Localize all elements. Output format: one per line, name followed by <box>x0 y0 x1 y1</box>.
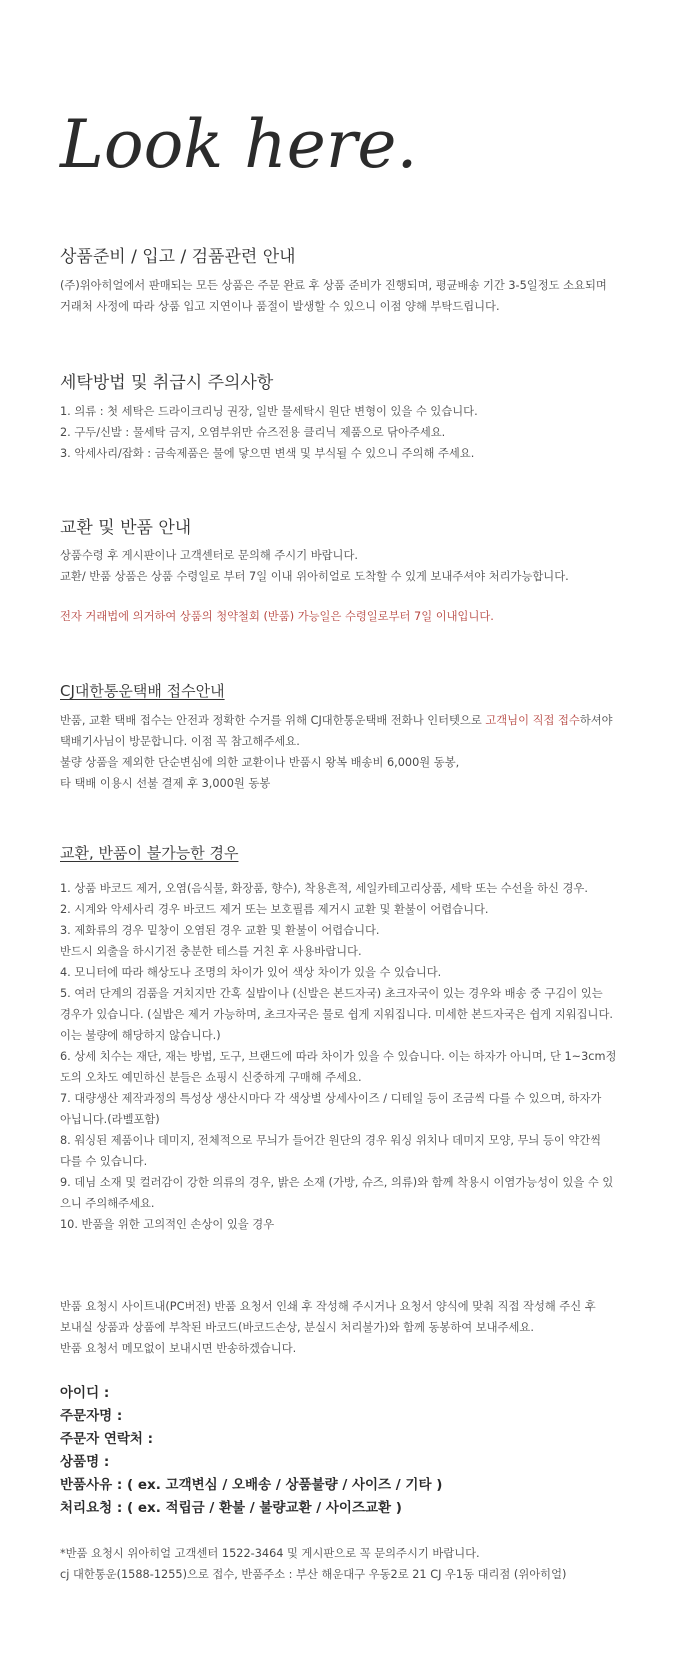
return-request-line: 보내실 상품과 상품에 부착된 바코드(바코드손상, 분실시 처리불가)와 함께 동봉하여 보내주세요. <box>60 1321 534 1334</box>
not-returnable-line: 9. 데님 소재 및 컬러감이 강한 의류의 경우, 밝은 소재 (가방, 슈즈, 의류)와 함께 착용시 이염가능성이 있을 수 있 <box>60 1176 614 1189</box>
form-field-return-reason: 반품사유 : ( ex. 고객변심 / 오배송 / 상품불량 / 사이즈 / 기타 ) <box>60 1477 443 1493</box>
return-request-line: 반품 요청시 사이트내(PC버전) 반품 요청서 인쇄 후 작성해 주시거나 요청서 양식에 맞춰 직접 작성해 주신 후 <box>60 1300 596 1313</box>
section-heading-not-returnable: 교환, 반품이 불가능한 경우 <box>60 844 239 862</box>
not-returnable-line: 2. 시계와 악세사리 경우 바코드 제거 또는 보호필름 제거시 교환 및 환불이 어렵습니다. <box>60 903 489 916</box>
not-returnable-line: 6. 상세 치수는 재단, 재는 방법, 도구, 브랜드에 따라 차이가 있을 수 있습니다. 이는 하자가 아니며, 단 1~3cm정 <box>60 1050 617 1063</box>
not-returnable-line: 5. 여러 단계의 검품을 거치지만 간혹 실밥이나 (신발은 본드자국) 초크자국이 있는 경우와 배송 중 구김이 있는 <box>60 987 603 1000</box>
not-returnable-line: 반드시 외출을 하시기전 충분한 테스를 거친 후 사용바랍니다. <box>60 945 362 958</box>
footer-note-line: cj 대한통운(1588-1255)으로 접수, 반품주소 : 부산 해운대구 우동2로 21 CJ 우1동 대리점 (위아히얼) <box>60 1568 567 1581</box>
not-returnable-line: 4. 모니터에 따라 해상도나 조명의 차이가 있어 색상 차이가 있을 수 있습니다. <box>60 966 442 979</box>
form-field-product-name: 상품명 : <box>60 1454 110 1470</box>
care-text-line: 2. 구두/신발 : 물세탁 금지, 오염부위만 슈즈전용 클리닉 제품으로 닦아주세요. <box>60 426 446 439</box>
not-returnable-line: 7. 대량생산 제작과정의 특성상 생산시마다 각 색상별 상세사이즈 / 디테일 등이 조금씩 다를 수 있으며, 하자가 <box>60 1092 602 1105</box>
section-heading-exchange: 교환 및 반품 안내 <box>60 518 192 538</box>
form-field-processing-request: 처리요청 : ( ex. 적립금 / 환불 / 불량교환 / 사이즈교환 ) <box>60 1500 402 1516</box>
not-returnable-line: 아닙니다.(라벨포함) <box>60 1113 160 1126</box>
not-returnable-line: 으니 주의해주세요. <box>60 1197 155 1210</box>
exchange-legal-notice: 전자 거래법에 의거하여 상품의 청약철회 (반품) 가능일은 수령일로부터 7일 이내입니다. <box>60 610 494 623</box>
cj-line1-post: 하셔야 <box>579 714 613 727</box>
care-text-line: 1. 의류 : 첫 세탁은 드라이크리닝 권장, 일반 물세탁시 원단 변형이 있을 수 있습니다. <box>60 405 478 418</box>
not-returnable-line: 8. 워싱된 제품이나 데미지, 전체적으로 무늬가 들어간 원단의 경우 워싱 위치나 데미지 모양, 무늬 등이 약간씩 <box>60 1134 602 1147</box>
exchange-text-line: 상품수령 후 게시판이나 고객센터로 문의해 주시기 바랍니다. <box>60 549 358 562</box>
not-returnable-line: 3. 제화류의 경우 밑창이 오염된 경우 교환 및 환불이 어렵습니다. <box>60 924 380 937</box>
form-field-id: 아이디 : <box>60 1385 110 1401</box>
form-field-orderer-contact: 주문자 연락처 : <box>60 1431 154 1447</box>
cj-delivery-text-line: 택배기사님이 방문합니다. 이점 꼭 참고해주세요. <box>60 735 300 748</box>
preparation-text-line: (주)위아히얼에서 판매되는 모든 상품은 주문 완료 후 상품 준비가 진행되며, 평균배송 기간 3-5일정도 소요되며 <box>60 279 607 292</box>
cj-line1-pre: 반품, 교환 택배 접수는 안전과 정확한 수거를 위해 CJ대한통운택배 전화나 인터텟으로 <box>60 714 486 727</box>
footer-note-line: *반품 요청시 위아히얼 고객센터 1522-3464 및 게시판으로 꼭 문의주시기 바랍니다. <box>60 1547 480 1560</box>
exchange-text-line: 교환/ 반품 상품은 상품 수령일로 부터 7일 이내 위아히얼로 도착할 수 있게 보내주셔야 처리가능합니다. <box>60 570 569 583</box>
not-returnable-line: 도의 오차도 예민하신 분들은 쇼핑시 신중하게 구매해 주세요. <box>60 1071 362 1084</box>
cj-delivery-text-line: 불량 상품을 제외한 단순변심에 의한 교환이나 반품시 왕복 배송비 6,000원 동봉, <box>60 756 460 769</box>
not-returnable-line: 이는 불량에 해당하지 않습니다.) <box>60 1029 221 1042</box>
section-heading-cj-delivery: CJ대한통운택배 접수안내 <box>60 682 225 700</box>
not-returnable-line: 경우가 있습니다. (실밥은 제거 가능하며, 초크자국은 물로 쉽게 지워집니다. 미세한 본드자국은 쉽게 지워집니다. <box>60 1008 613 1021</box>
cj-line1-highlight: 고객님이 직접 접수 <box>485 714 580 727</box>
cj-delivery-text-line: 타 택배 이용시 선불 결제 후 3,000원 동봉 <box>60 777 271 790</box>
page-title: Look here. <box>60 106 418 183</box>
form-field-orderer-name: 주문자명 : <box>60 1408 123 1424</box>
not-returnable-line: 다를 수 있습니다. <box>60 1155 148 1168</box>
return-request-line: 반품 요청서 메모없이 보내시면 반송하겠습니다. <box>60 1342 297 1355</box>
care-text-line: 3. 악세사리/잡화 : 금속제품은 물에 닿으면 변색 및 부식될 수 있으니 주의해 주세요. <box>60 447 475 460</box>
section-heading-preparation: 상품준비 / 입고 / 검품관련 안내 <box>60 247 296 267</box>
preparation-text-line: 거래처 사정에 따라 상품 입고 지연이나 품절이 발생할 수 있으니 이점 양해 부탁드립니다. <box>60 300 500 313</box>
not-returnable-line: 10. 반품을 위한 고의적인 손상이 있을 경우 <box>60 1218 275 1231</box>
section-heading-care: 세탁방법 및 취급시 주의사항 <box>60 373 274 393</box>
cj-delivery-text-line <box>60 712 613 728</box>
not-returnable-line: 1. 상품 바코드 제거, 오염(음식물, 화장품, 향수), 착용흔적, 세일카테고리상품, 세탁 또는 수선을 하신 경우. <box>60 882 588 895</box>
